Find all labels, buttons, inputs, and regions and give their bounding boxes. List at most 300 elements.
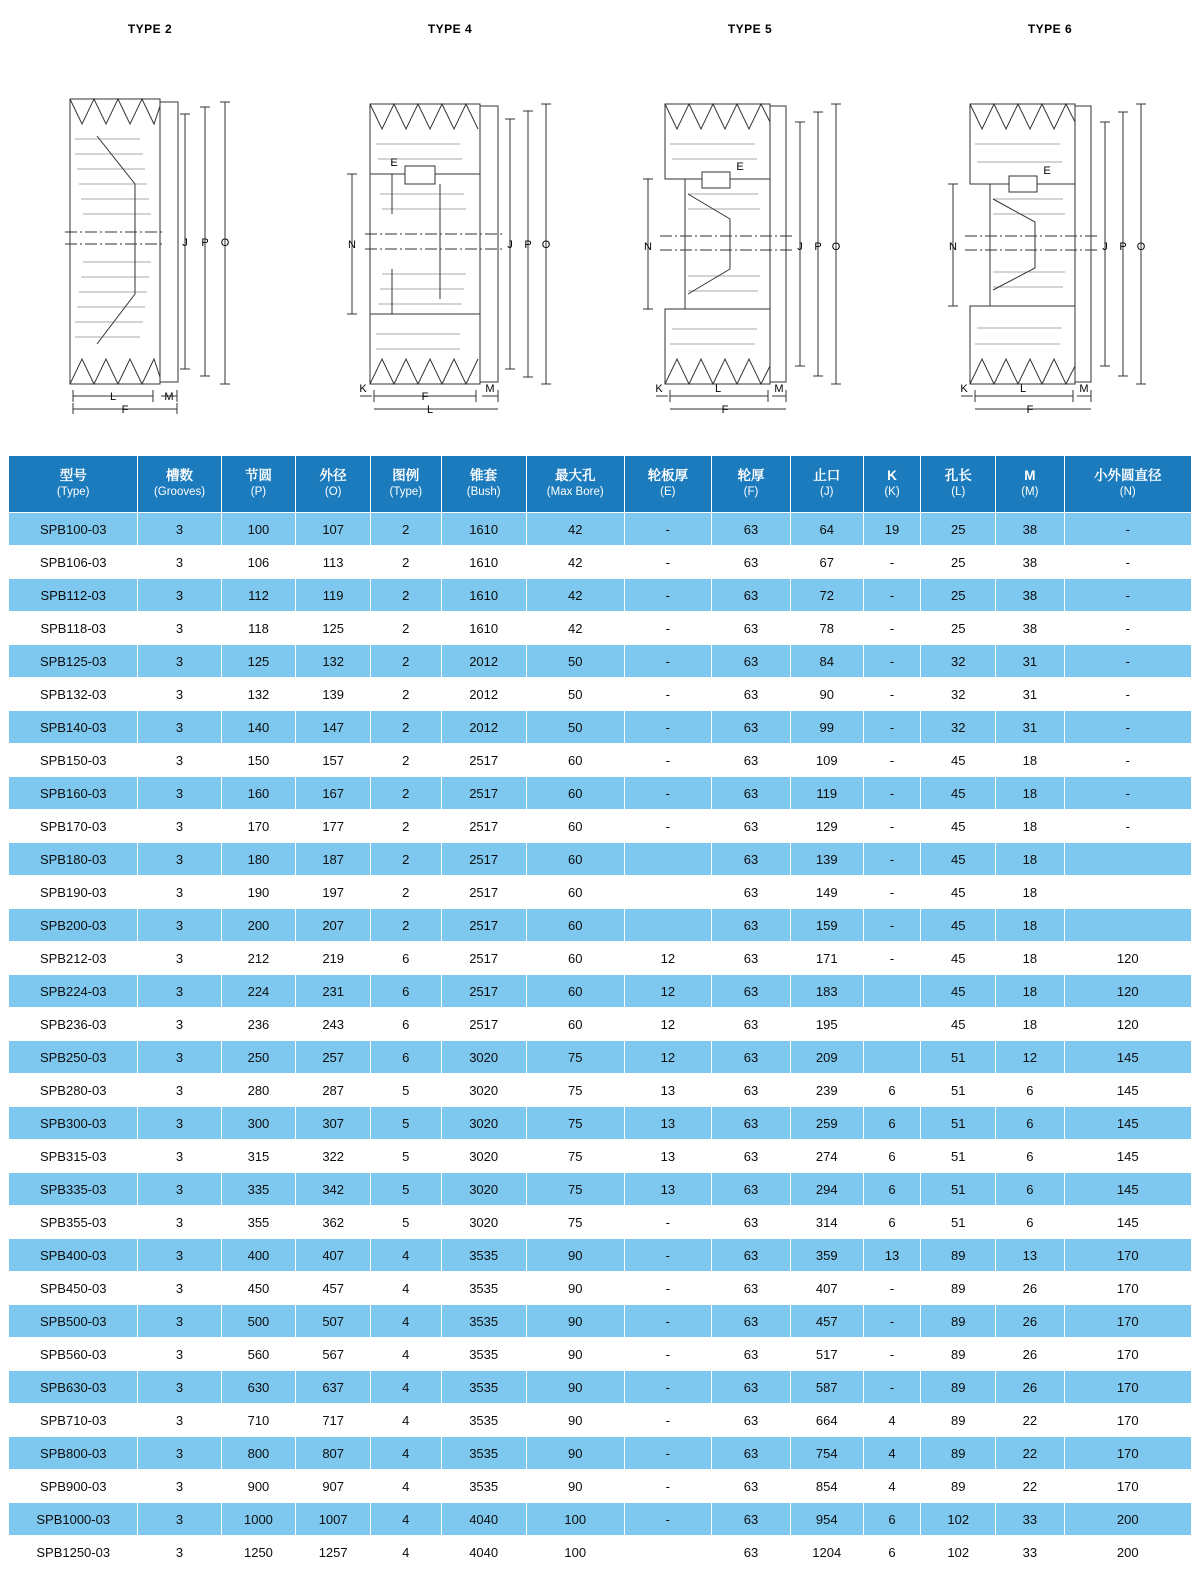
cell-diagram-type: 4 bbox=[371, 1404, 442, 1437]
cell-grooves: 3 bbox=[138, 1239, 221, 1272]
cell-bush: 2517 bbox=[441, 975, 526, 1008]
cell-type: SPB1250-03 bbox=[9, 1536, 138, 1569]
header-f-en: (F) bbox=[743, 486, 759, 499]
cell-outside-diameter: 362 bbox=[296, 1206, 371, 1239]
cell-k: - bbox=[863, 1371, 921, 1404]
cell-m: 6 bbox=[996, 1173, 1064, 1206]
cell-outside-diameter: 157 bbox=[296, 744, 371, 777]
cell-rim-width: 63 bbox=[712, 1338, 791, 1371]
cell-m: 18 bbox=[996, 744, 1064, 777]
cell-outside-diameter: 231 bbox=[296, 975, 371, 1008]
cell-small-outer-diameter: 145 bbox=[1064, 1206, 1191, 1239]
cell-max-bore: 60 bbox=[526, 777, 624, 810]
svg-text:M: M bbox=[1079, 383, 1089, 395]
cell-small-outer-diameter: 170 bbox=[1064, 1239, 1191, 1272]
header-outside-diameter bbox=[296, 456, 371, 513]
cell-outside-diameter: 307 bbox=[296, 1107, 371, 1140]
header-web-thickness bbox=[624, 456, 711, 513]
cell-k: 6 bbox=[863, 1173, 921, 1206]
cell-bush: 1610 bbox=[441, 513, 526, 546]
cell-web-thickness: - bbox=[624, 1470, 711, 1503]
cell-bore-length: 89 bbox=[921, 1404, 996, 1437]
cell-bush: 3535 bbox=[441, 1470, 526, 1503]
svg-text:O: O bbox=[831, 241, 841, 253]
diagram-title: TYPE 2 bbox=[127, 22, 173, 36]
header-bush-en: (Bush) bbox=[466, 486, 501, 499]
cell-outside-diameter: 407 bbox=[296, 1239, 371, 1272]
cell-pitch-diameter: 132 bbox=[221, 678, 296, 711]
cell-k: - bbox=[863, 1305, 921, 1338]
cell-type: SPB1000-03 bbox=[9, 1503, 138, 1536]
cell-j: 754 bbox=[790, 1437, 863, 1470]
cell-grooves: 3 bbox=[138, 876, 221, 909]
cell-j: 517 bbox=[790, 1338, 863, 1371]
cell-pitch-diameter: 190 bbox=[221, 876, 296, 909]
cell-grooves: 3 bbox=[138, 1008, 221, 1041]
cell-small-outer-diameter bbox=[1064, 909, 1191, 942]
cell-bush: 3535 bbox=[441, 1371, 526, 1404]
cell-j: 159 bbox=[790, 909, 863, 942]
cell-outside-diameter: 187 bbox=[296, 843, 371, 876]
cell-outside-diameter: 637 bbox=[296, 1371, 371, 1404]
cell-rim-width: 63 bbox=[712, 975, 791, 1008]
cell-web-thickness: - bbox=[624, 1437, 711, 1470]
cell-j: 109 bbox=[790, 744, 863, 777]
cell-outside-diameter: 342 bbox=[296, 1173, 371, 1206]
cell-grooves: 3 bbox=[138, 678, 221, 711]
cell-type: SPB212-03 bbox=[9, 942, 138, 975]
cell-grooves: 3 bbox=[138, 1173, 221, 1206]
cell-pitch-diameter: 300 bbox=[221, 1107, 296, 1140]
cell-small-outer-diameter: 200 bbox=[1064, 1503, 1191, 1536]
cell-pitch-diameter: 224 bbox=[221, 975, 296, 1008]
cell-bore-length: 32 bbox=[921, 645, 996, 678]
cell-m: 18 bbox=[996, 777, 1064, 810]
cell-small-outer-diameter: 145 bbox=[1064, 1173, 1191, 1206]
header-l-cn: 孔长 bbox=[944, 468, 972, 484]
cell-m: 18 bbox=[996, 1008, 1064, 1041]
cell-max-bore: 60 bbox=[526, 975, 624, 1008]
cell-k: - bbox=[863, 810, 921, 843]
cell-web-thickness bbox=[624, 876, 711, 909]
cell-grooves: 3 bbox=[138, 1140, 221, 1173]
cell-k: 6 bbox=[863, 1074, 921, 1107]
cell-web-thickness: - bbox=[624, 1404, 711, 1437]
cell-bush: 1610 bbox=[441, 612, 526, 645]
cell-grooves: 3 bbox=[138, 1437, 221, 1470]
cell-pitch-diameter: 630 bbox=[221, 1371, 296, 1404]
table-row bbox=[9, 810, 1192, 843]
diagram-figure-type-4 bbox=[300, 44, 600, 424]
cell-bore-length: 89 bbox=[921, 1437, 996, 1470]
cell-pitch-diameter: 200 bbox=[221, 909, 296, 942]
header-p-en: (P) bbox=[250, 486, 267, 499]
cell-diagram-type: 2 bbox=[371, 579, 442, 612]
cell-small-outer-diameter: - bbox=[1064, 546, 1191, 579]
cell-outside-diameter: 177 bbox=[296, 810, 371, 843]
cell-m: 22 bbox=[996, 1404, 1064, 1437]
cell-bore-length: 45 bbox=[921, 942, 996, 975]
cell-j: 587 bbox=[790, 1371, 863, 1404]
cell-outside-diameter: 717 bbox=[296, 1404, 371, 1437]
cell-small-outer-diameter: - bbox=[1064, 513, 1191, 546]
cell-max-bore: 50 bbox=[526, 678, 624, 711]
header-m-en: (M) bbox=[1021, 486, 1039, 499]
table-row bbox=[9, 1338, 1192, 1371]
cell-j: 99 bbox=[790, 711, 863, 744]
table-row bbox=[9, 1470, 1192, 1503]
cell-small-outer-diameter: - bbox=[1064, 744, 1191, 777]
cell-type: SPB150-03 bbox=[9, 744, 138, 777]
cell-m: 18 bbox=[996, 975, 1064, 1008]
cell-grooves: 3 bbox=[138, 975, 221, 1008]
type-4-drawing bbox=[330, 44, 570, 414]
cell-rim-width: 63 bbox=[712, 1503, 791, 1536]
cell-type: SPB710-03 bbox=[9, 1404, 138, 1437]
type-2-drawing bbox=[35, 44, 265, 414]
header-small-outer-diameter bbox=[1064, 456, 1191, 513]
cell-j: 72 bbox=[790, 579, 863, 612]
cell-max-bore: 75 bbox=[526, 1140, 624, 1173]
cell-outside-diameter: 287 bbox=[296, 1074, 371, 1107]
header-l-en: (L) bbox=[951, 486, 966, 499]
cell-j: 359 bbox=[790, 1239, 863, 1272]
cell-type: SPB190-03 bbox=[9, 876, 138, 909]
cell-outside-diameter: 139 bbox=[296, 678, 371, 711]
cell-max-bore: 60 bbox=[526, 876, 624, 909]
cell-small-outer-diameter: 170 bbox=[1064, 1305, 1191, 1338]
cell-outside-diameter: 257 bbox=[296, 1041, 371, 1074]
cell-pitch-diameter: 212 bbox=[221, 942, 296, 975]
table-row bbox=[9, 909, 1192, 942]
cell-diagram-type: 6 bbox=[371, 942, 442, 975]
header-j-cn: 止口 bbox=[813, 468, 841, 484]
cell-j: 259 bbox=[790, 1107, 863, 1140]
cell-web-thickness: 13 bbox=[624, 1140, 711, 1173]
cell-k: - bbox=[863, 777, 921, 810]
cell-rim-width: 63 bbox=[712, 645, 791, 678]
svg-text:P: P bbox=[814, 241, 822, 253]
header-bush-cn: 锥套 bbox=[470, 468, 498, 484]
cell-max-bore: 60 bbox=[526, 744, 624, 777]
cell-diagram-type: 4 bbox=[371, 1371, 442, 1404]
cell-web-thickness: 12 bbox=[624, 975, 711, 1008]
svg-text:F: F bbox=[121, 404, 129, 414]
cell-bore-length: 89 bbox=[921, 1239, 996, 1272]
cell-diagram-type: 6 bbox=[371, 975, 442, 1008]
header-k-cn: K bbox=[887, 468, 897, 484]
table-row bbox=[9, 1173, 1192, 1206]
cell-bore-length: 51 bbox=[921, 1074, 996, 1107]
cell-m: 6 bbox=[996, 1140, 1064, 1173]
table-row bbox=[9, 1206, 1192, 1239]
cell-diagram-type: 5 bbox=[371, 1107, 442, 1140]
cell-grooves: 3 bbox=[138, 546, 221, 579]
header-diagram-type bbox=[371, 456, 442, 513]
diagram-type-2 bbox=[0, 22, 300, 455]
cell-small-outer-diameter: 120 bbox=[1064, 942, 1191, 975]
table-row bbox=[9, 579, 1192, 612]
cell-web-thickness: 12 bbox=[624, 1008, 711, 1041]
cell-bore-length: 32 bbox=[921, 678, 996, 711]
cell-type: SPB112-03 bbox=[9, 579, 138, 612]
diagram-type-4 bbox=[300, 22, 600, 455]
header-rim-width bbox=[712, 456, 791, 513]
cell-j: 209 bbox=[790, 1041, 863, 1074]
cell-type: SPB180-03 bbox=[9, 843, 138, 876]
header-row bbox=[9, 456, 1192, 513]
cell-grooves: 3 bbox=[138, 1305, 221, 1338]
cell-bush: 3535 bbox=[441, 1272, 526, 1305]
cell-diagram-type: 4 bbox=[371, 1503, 442, 1536]
cell-rim-width: 63 bbox=[712, 909, 791, 942]
cell-type: SPB200-03 bbox=[9, 909, 138, 942]
cell-diagram-type: 2 bbox=[371, 777, 442, 810]
cell-bore-length: 25 bbox=[921, 546, 996, 579]
table-row bbox=[9, 1503, 1192, 1536]
header-e-en: (E) bbox=[660, 486, 676, 499]
cell-max-bore: 60 bbox=[526, 1008, 624, 1041]
cell-grooves: 3 bbox=[138, 1338, 221, 1371]
cell-m: 13 bbox=[996, 1239, 1064, 1272]
cell-web-thickness: - bbox=[624, 1206, 711, 1239]
cell-k: 6 bbox=[863, 1206, 921, 1239]
cell-bush: 3020 bbox=[441, 1074, 526, 1107]
cell-type: SPB315-03 bbox=[9, 1140, 138, 1173]
cell-web-thickness: - bbox=[624, 579, 711, 612]
cell-outside-diameter: 219 bbox=[296, 942, 371, 975]
cell-max-bore: 90 bbox=[526, 1437, 624, 1470]
diagram-figure-type-5 bbox=[600, 44, 900, 424]
cell-diagram-type: 4 bbox=[371, 1305, 442, 1338]
svg-text:E: E bbox=[736, 161, 744, 173]
header-type-cn: 型号 bbox=[59, 468, 87, 484]
table-head bbox=[9, 456, 1192, 513]
cell-small-outer-diameter: 170 bbox=[1064, 1272, 1191, 1305]
cell-web-thickness: - bbox=[624, 1338, 711, 1371]
table-row bbox=[9, 876, 1192, 909]
cell-web-thickness: - bbox=[624, 1239, 711, 1272]
cell-rim-width: 63 bbox=[712, 1074, 791, 1107]
header-m bbox=[996, 456, 1064, 513]
cell-small-outer-diameter: - bbox=[1064, 810, 1191, 843]
cell-pitch-diameter: 250 bbox=[221, 1041, 296, 1074]
cell-diagram-type: 4 bbox=[371, 1338, 442, 1371]
svg-text:F: F bbox=[721, 404, 729, 414]
cell-web-thickness: - bbox=[624, 810, 711, 843]
cell-rim-width: 63 bbox=[712, 1305, 791, 1338]
cell-pitch-diameter: 106 bbox=[221, 546, 296, 579]
cell-web-thickness bbox=[624, 909, 711, 942]
cell-bore-length: 45 bbox=[921, 744, 996, 777]
cell-k bbox=[863, 975, 921, 1008]
header-type-en: (Type) bbox=[56, 486, 90, 499]
cell-type: SPB125-03 bbox=[9, 645, 138, 678]
cell-max-bore: 90 bbox=[526, 1470, 624, 1503]
cell-outside-diameter: 457 bbox=[296, 1272, 371, 1305]
cell-k: - bbox=[863, 546, 921, 579]
cell-m: 18 bbox=[996, 876, 1064, 909]
cell-small-outer-diameter: 120 bbox=[1064, 1008, 1191, 1041]
diagram-type-5 bbox=[600, 22, 900, 455]
cell-diagram-type: 2 bbox=[371, 810, 442, 843]
cell-bush: 1610 bbox=[441, 579, 526, 612]
cell-diagram-type: 5 bbox=[371, 1074, 442, 1107]
header-bore-cn: 最大孔 bbox=[554, 468, 596, 484]
cell-bore-length: 51 bbox=[921, 1140, 996, 1173]
diagram-title: TYPE 6 bbox=[1027, 22, 1073, 36]
header-f-cn: 轮厚 bbox=[737, 468, 765, 484]
cell-grooves: 3 bbox=[138, 942, 221, 975]
cell-web-thickness: 13 bbox=[624, 1173, 711, 1206]
cell-bush: 2517 bbox=[441, 1008, 526, 1041]
cell-m: 18 bbox=[996, 942, 1064, 975]
header-bore-length bbox=[921, 456, 996, 513]
table-row bbox=[9, 1272, 1192, 1305]
cell-rim-width: 63 bbox=[712, 1206, 791, 1239]
cell-rim-width: 63 bbox=[712, 546, 791, 579]
cell-web-thickness: - bbox=[624, 1272, 711, 1305]
svg-text:P: P bbox=[201, 237, 209, 249]
cell-pitch-diameter: 125 bbox=[221, 645, 296, 678]
cell-diagram-type: 2 bbox=[371, 546, 442, 579]
cell-type: SPB400-03 bbox=[9, 1239, 138, 1272]
svg-text:N: N bbox=[644, 241, 652, 253]
svg-text:L: L bbox=[426, 404, 434, 414]
cell-k: - bbox=[863, 1272, 921, 1305]
cell-small-outer-diameter: 200 bbox=[1064, 1536, 1191, 1569]
cell-rim-width: 63 bbox=[712, 711, 791, 744]
cell-max-bore: 60 bbox=[526, 810, 624, 843]
cell-diagram-type: 2 bbox=[371, 909, 442, 942]
cell-max-bore: 60 bbox=[526, 843, 624, 876]
cell-outside-diameter: 207 bbox=[296, 909, 371, 942]
cell-max-bore: 90 bbox=[526, 1338, 624, 1371]
cell-bush: 3020 bbox=[441, 1041, 526, 1074]
cell-grooves: 3 bbox=[138, 777, 221, 810]
table-row bbox=[9, 1140, 1192, 1173]
cell-web-thickness: - bbox=[624, 645, 711, 678]
cell-diagram-type: 4 bbox=[371, 1470, 442, 1503]
cell-grooves: 3 bbox=[138, 612, 221, 645]
cell-bore-length: 45 bbox=[921, 843, 996, 876]
cell-outside-diameter: 567 bbox=[296, 1338, 371, 1371]
table-row bbox=[9, 1107, 1192, 1140]
cell-outside-diameter: 507 bbox=[296, 1305, 371, 1338]
cell-diagram-type: 6 bbox=[371, 1008, 442, 1041]
svg-text:O: O bbox=[1136, 241, 1146, 253]
cell-web-thickness: - bbox=[624, 513, 711, 546]
cell-outside-diameter: 243 bbox=[296, 1008, 371, 1041]
cell-k: 6 bbox=[863, 1536, 921, 1569]
cell-k: 6 bbox=[863, 1107, 921, 1140]
table-row bbox=[9, 1437, 1192, 1470]
cell-type: SPB170-03 bbox=[9, 810, 138, 843]
cell-pitch-diameter: 170 bbox=[221, 810, 296, 843]
cell-pitch-diameter: 800 bbox=[221, 1437, 296, 1470]
cell-k: 13 bbox=[863, 1239, 921, 1272]
cell-outside-diameter: 107 bbox=[296, 513, 371, 546]
cell-m: 38 bbox=[996, 513, 1064, 546]
cell-diagram-type: 5 bbox=[371, 1140, 442, 1173]
cell-bore-length: 89 bbox=[921, 1272, 996, 1305]
cell-k: 19 bbox=[863, 513, 921, 546]
type-5-drawing bbox=[630, 44, 870, 414]
cell-type: SPB500-03 bbox=[9, 1305, 138, 1338]
cell-pitch-diameter: 560 bbox=[221, 1338, 296, 1371]
cell-max-bore: 75 bbox=[526, 1206, 624, 1239]
cell-j: 129 bbox=[790, 810, 863, 843]
header-p-cn: 节圆 bbox=[244, 468, 272, 484]
svg-text:J: J bbox=[1102, 241, 1108, 253]
cell-pitch-diameter: 400 bbox=[221, 1239, 296, 1272]
cell-k: - bbox=[863, 876, 921, 909]
cell-outside-diameter: 125 bbox=[296, 612, 371, 645]
cell-bore-length: 51 bbox=[921, 1041, 996, 1074]
cell-max-bore: 90 bbox=[526, 1404, 624, 1437]
cell-grooves: 3 bbox=[138, 1206, 221, 1239]
cell-small-outer-diameter bbox=[1064, 843, 1191, 876]
cell-j: 1204 bbox=[790, 1536, 863, 1569]
svg-text:N: N bbox=[949, 241, 957, 253]
cell-rim-width: 63 bbox=[712, 1140, 791, 1173]
cell-diagram-type: 2 bbox=[371, 612, 442, 645]
cell-web-thickness: - bbox=[624, 546, 711, 579]
cell-pitch-diameter: 335 bbox=[221, 1173, 296, 1206]
cell-j: 84 bbox=[790, 645, 863, 678]
cell-grooves: 3 bbox=[138, 579, 221, 612]
cell-web-thickness: 13 bbox=[624, 1107, 711, 1140]
pulley-spec-table bbox=[8, 455, 1192, 1569]
cell-k: - bbox=[863, 678, 921, 711]
header-grooves bbox=[138, 456, 221, 513]
cell-bore-length: 45 bbox=[921, 810, 996, 843]
svg-text:M: M bbox=[774, 383, 784, 395]
cell-max-bore: 75 bbox=[526, 1041, 624, 1074]
cell-m: 38 bbox=[996, 579, 1064, 612]
cell-grooves: 3 bbox=[138, 909, 221, 942]
header-grooves-cn: 槽数 bbox=[166, 468, 194, 484]
cell-small-outer-diameter bbox=[1064, 876, 1191, 909]
cell-bush: 2517 bbox=[441, 876, 526, 909]
cell-pitch-diameter: 450 bbox=[221, 1272, 296, 1305]
table-row bbox=[9, 678, 1192, 711]
cell-pitch-diameter: 100 bbox=[221, 513, 296, 546]
cell-bore-length: 89 bbox=[921, 1338, 996, 1371]
cell-diagram-type: 2 bbox=[371, 711, 442, 744]
cell-rim-width: 63 bbox=[712, 612, 791, 645]
cell-m: 22 bbox=[996, 1437, 1064, 1470]
cell-bush: 3535 bbox=[441, 1239, 526, 1272]
cell-j: 407 bbox=[790, 1272, 863, 1305]
table-row bbox=[9, 942, 1192, 975]
header-bore-en: (Max Bore) bbox=[546, 486, 604, 499]
cell-diagram-type: 2 bbox=[371, 876, 442, 909]
cell-max-bore: 75 bbox=[526, 1074, 624, 1107]
cell-max-bore: 42 bbox=[526, 546, 624, 579]
cell-rim-width: 63 bbox=[712, 777, 791, 810]
cell-j: 195 bbox=[790, 1008, 863, 1041]
cell-max-bore: 50 bbox=[526, 711, 624, 744]
type-6-drawing bbox=[935, 44, 1165, 414]
cell-bush: 3535 bbox=[441, 1305, 526, 1338]
cell-outside-diameter: 907 bbox=[296, 1470, 371, 1503]
cell-type: SPB100-03 bbox=[9, 513, 138, 546]
cell-j: 90 bbox=[790, 678, 863, 711]
svg-text:J: J bbox=[797, 241, 803, 253]
cell-max-bore: 100 bbox=[526, 1503, 624, 1536]
cell-k: - bbox=[863, 909, 921, 942]
